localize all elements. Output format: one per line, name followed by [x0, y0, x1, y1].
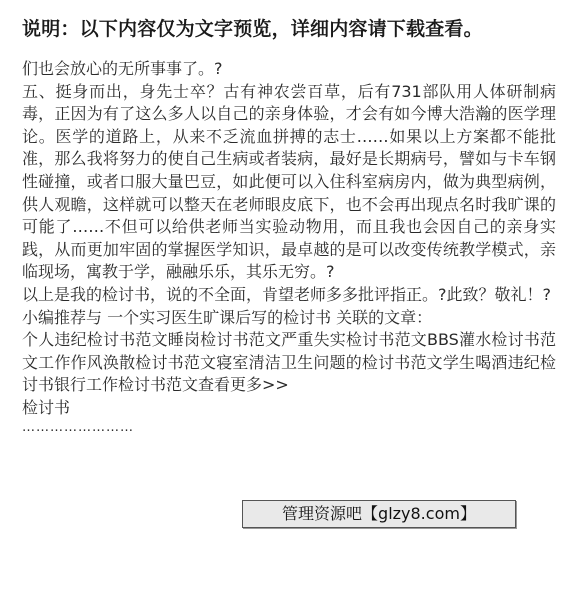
related-articles-link[interactable]: 个人违纪检讨书范文睡岗检讨书范文严重失实检讨书范文BBS灌水检讨书范文工作作风涣散检讨书范文寝室清洁卫生问题的检讨书范文学生喝酒违纪检讨书银行工作检讨书范文查看更多>> — [22, 330, 556, 395]
paragraph-section-five: 五、挺身而出，身先士卒？古有神农尝百草，后有731部队用人体研制病毒，正因为有了这么多人以自己的亲身体验，才会有如今博大浩瀚的医学理论。医学的道路上，从来不乏流血拼搏的志士……如果以上方案都不能批准，那么我将努力的使自己生病或者装病，最好是长期病号，譬如与卡车钢性碰撞，或者口服大量巴豆，如此便可以入住科室病房内，做为典型病例，供人观瞻，这样就可以整天在老师眼皮底下，也不会再出现点名时我旷课的可能了……不但可以给供老师当实验动物用，而且我也会因自己的亲身实践，从而更加牢固的掌握医学知识，最卓越的是可以改变传统教学模式，亲临现场，寓教于学，融融乐乐，其乐无穷。? — [22, 81, 556, 282]
related-articles-links[interactable] — [22, 329, 556, 397]
preview-notice: 说明：以下内容仅为文字预览，详细内容请下载查看。 — [22, 18, 483, 40]
paragraph-closing: 以上是我的检讨书，说的不全面，肯望老师多多批评指正。?此致？敬礼！? — [22, 284, 551, 304]
related-articles-tail: 检讨书 — [22, 397, 71, 417]
paragraph-intro: 们也会放心的无所事事了。? — [22, 59, 223, 78]
ellipsis-divider: …………………… — [22, 419, 134, 435]
site-watermark: 管理资源吧【glzy8.com】 — [242, 500, 516, 528]
related-articles-label: 小编推荐与 一个实习医生旷课后写的检讨书 关联的文章： — [22, 307, 433, 327]
document-body — [22, 58, 556, 436]
